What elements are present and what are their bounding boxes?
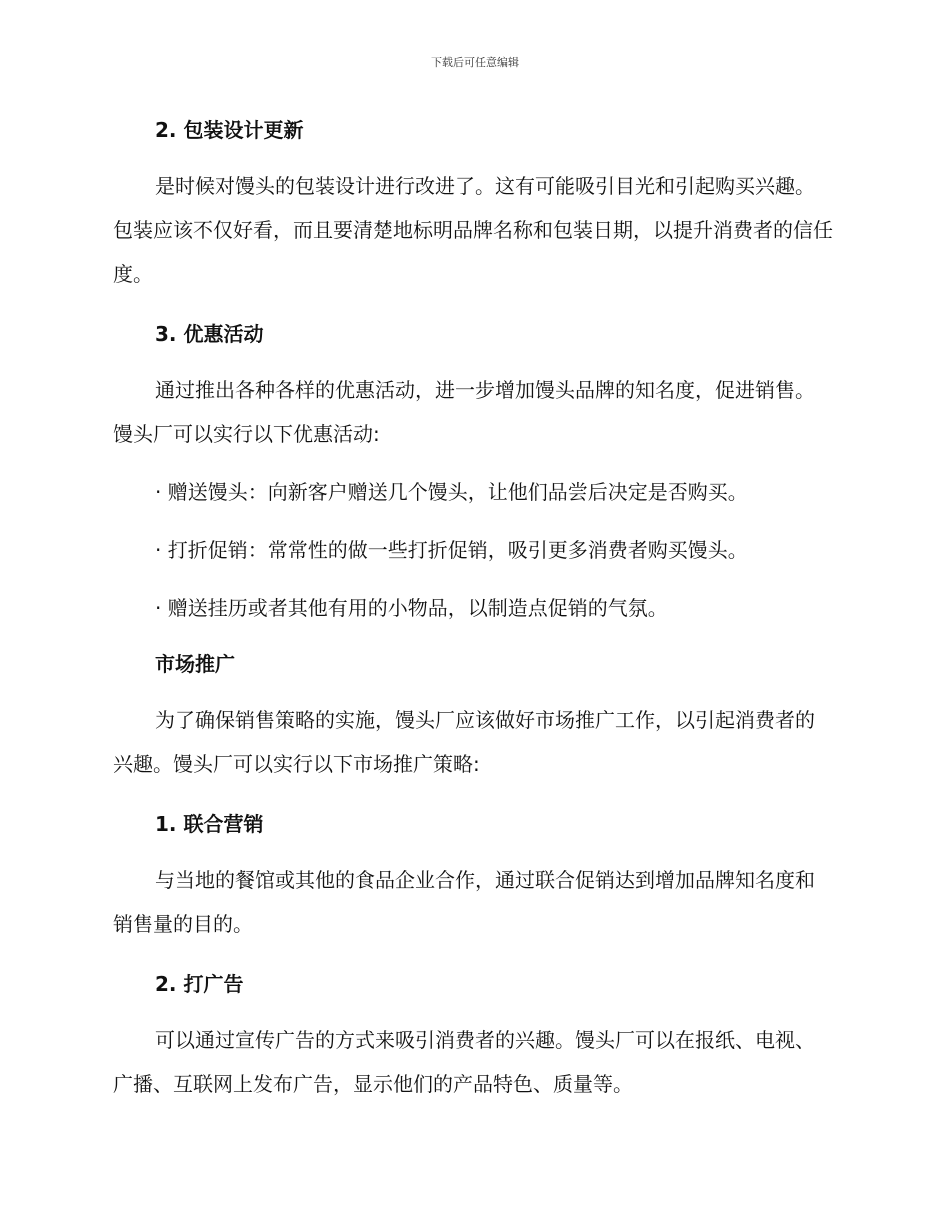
paragraph-joint: 与当地的餐馆或其他的食品企业合作，通过联合促销达到增加品牌知名度和销售量的目的。 <box>113 868 815 936</box>
section-heading-packaging: 2. 包装设计更新 <box>155 118 304 142</box>
paragraph-ads: 可以通过宣传广告的方式来吸引消费者的兴趣。馒头厂可以在报纸、电视、广播、互联网上发布广告，显示他们的产品特色、质量等。 <box>113 1028 815 1096</box>
section-heading-promotion: 3. 优惠活动 <box>155 322 264 346</box>
section-heading-marketing: 市场推广 <box>155 652 235 676</box>
page-header: 下载后可任意编辑 <box>431 56 519 69</box>
bullet-item: · 打折促销：常常性的做一些打折促销，吸引更多消费者购买馒头。 <box>155 538 748 562</box>
document-body <box>113 110 833 1106</box>
paragraph-packaging: 是时候对馒头的包装设计进行改进了。这有可能吸引目光和引起购买兴趣。包装应该不仅好看，而且要清楚地标明品牌名称和包装日期，以提升消费者的信任度。 <box>113 174 833 286</box>
section-heading-joint: 1. 联合营销 <box>155 812 264 836</box>
section-heading-ads: 2. 打广告 <box>155 972 244 996</box>
paragraph-promotion: 通过推出各种各样的优惠活动，进一步增加馒头品牌的知名度，促进销售。馒头厂可以实行以下优惠活动: <box>113 378 815 446</box>
bullet-item: · 赠送馒头：向新客户赠送几个馒头，让他们品尝后决定是否购买。 <box>155 480 748 504</box>
paragraph-marketing: 为了确保销售策略的实施，馒头厂应该做好市场推广工作，以引起消费者的兴趣。馒头厂可以实行以下市场推广策略: <box>113 708 815 776</box>
bullet-item: · 赠送挂历或者其他有用的小物品，以制造点促销的气氛。 <box>155 596 668 620</box>
